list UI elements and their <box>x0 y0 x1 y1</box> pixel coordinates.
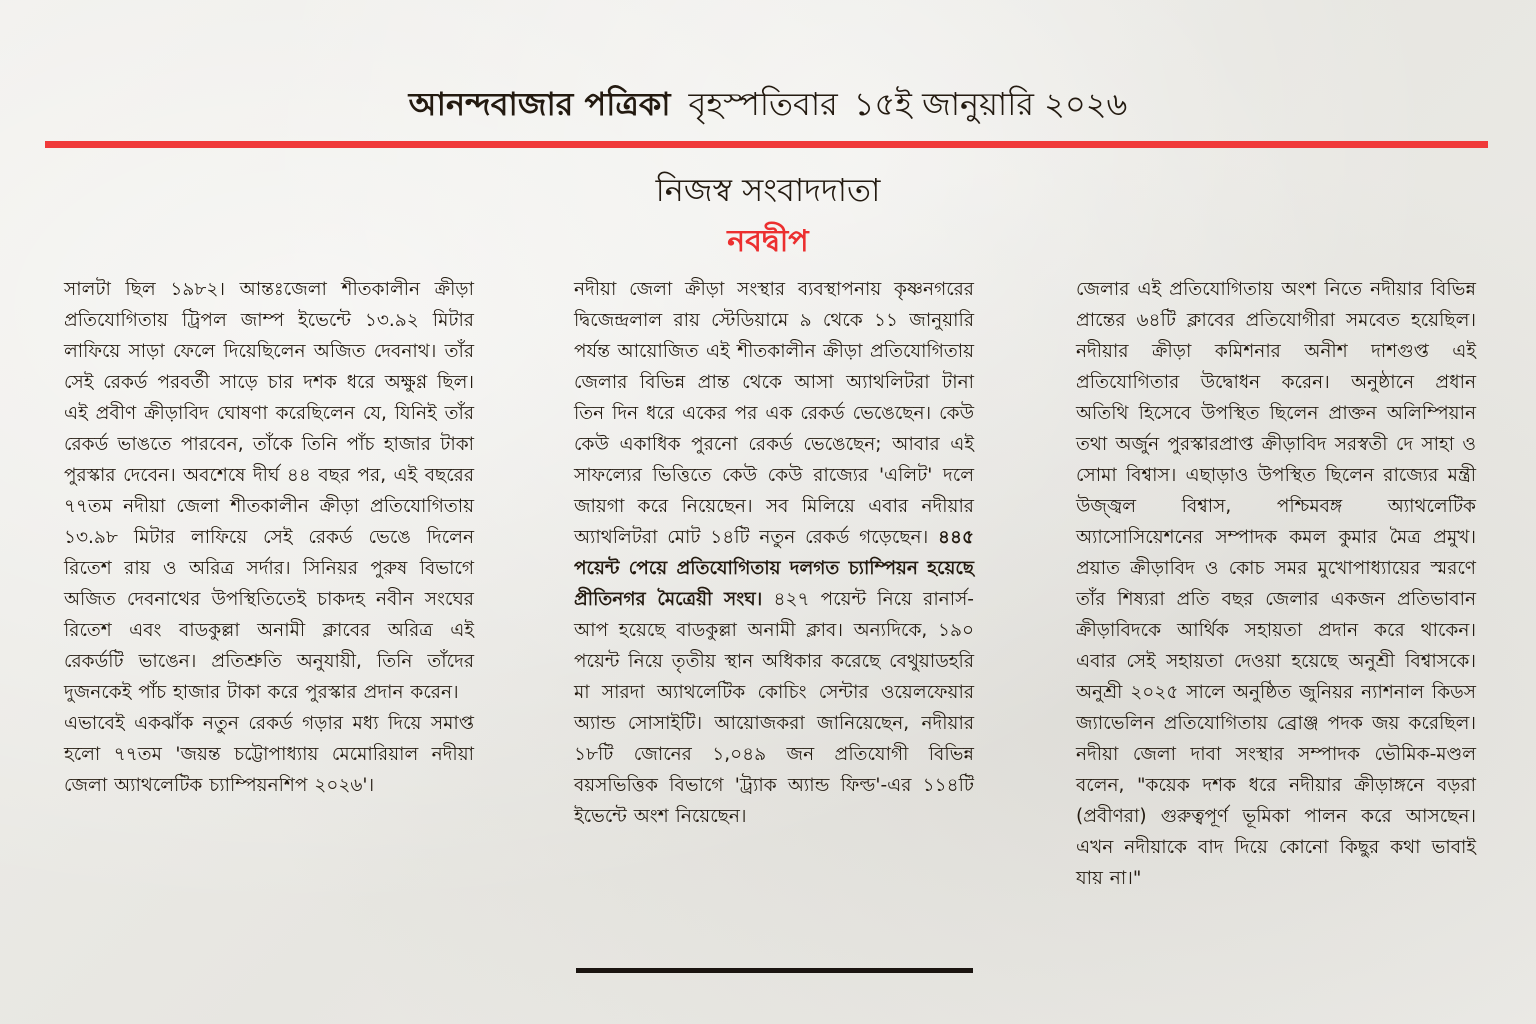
dateline-place: নবদ্বীপ <box>727 224 809 259</box>
article-column-3 <box>1076 274 1476 894</box>
article-highlight: ৪৪৫ পয়েন্ট পেয়ে প্রতিযোগিতায় দলগত চ্যাম্পিয়ন হয়েছে প্রীতিনগর মৈত্রেয়ী সংঘ। <box>574 527 974 610</box>
article-column-1 <box>64 274 474 801</box>
masthead-divider <box>45 141 1488 148</box>
issue-date: ১৫ই জানুয়ারি ২০২৬ <box>853 85 1128 123</box>
article-paragraph <box>574 274 974 832</box>
newspaper-name: আনন্দবাজার পত্রিকা <box>408 85 671 123</box>
byline: নিজস্ব সংবাদদাতা <box>655 171 881 209</box>
masthead <box>0 84 1536 124</box>
article-column-2 <box>574 274 974 832</box>
article-paragraph: জেলার এই প্রতিযোগিতায় অংশ নিতে নদীয়ার বিভিন্ন প্রান্তের ৬৪টি ক্লাবের প্রতিযোগীরা সমবেত হয়েছিল। নদীয়ার ক্রীড়া কমিশনার অনীশ দাশগুপ্ত এই প্রতিযোগিতার উদ্বোধন করেন। অনুষ্ঠানে প্রধান অতিথি হিসেবে উপস্থিত ছিলেন প্রাক্তন অলিম্পিয়ান তথা অর্জুন পুরস্কারপ্রাপ্ত ক্রীড়াবিদ সরস্বতী দে সাহা ও সোমা বিশ্বাস। এছাড়াও উপস্থিত ছিলেন রাজ্যের মন্ত্রী উজ্জ্বল বিশ্বাস, পশ্চিমবঙ্গ অ্যাথলেটিক অ্যাসোসিয়েশনের সম্পাদক কমল কুমার মৈত্র প্রমুখ। প্রয়াত ক্রীড়াবিদ ও কোচ সমর মুখোপাধ্যায়ের স্মরণে তাঁর শিষ্যরা প্রতি বছর জেলার একজন প্রতিভাবান ক্রীড়াবিদকে আর্থিক সহায়তা প্রদান করে থাকেন। এবার সেই সহায়তা দেওয়া হয়েছে অনুশ্রী বিশ্বাসকে। অনুশ্রী ২০২৫ সালে অনুষ্ঠিত জুনিয়র ন্যাশনাল কিডস জ্যাভেলিন প্রতিযোগিতায় ব্রোঞ্জ পদক জয় করেছিল। নদীয়া জেলা দাবা সংস্থার সম্পাদক ভৌমিক-মণ্ডল বলেন, "কয়েক দশক ধরে নদীয়ার ক্রীড়াঙ্গনে বড়রা (প্রবীণরা) গুরুত্বপূর্ণ ভূমিকা পালন করে আসছেন। এখন নদীয়াকে বাদ দিয়ে কোনো কিছুর কথা ভাবাই যায় না।" <box>1076 279 1476 889</box>
weekday: বৃহস্পতিবার <box>688 85 838 123</box>
article-text: ৪২৭ পয়েন্ট নিয়ে রানার্স-আপ হয়েছে বাডকুল্লা অনামী ক্লাব। অন্যদিকে, ১৯০ পয়েন্ট নিয়ে তৃতীয় স্থান অধিকার করেছে বেথুয়াডহরি মা সারদা অ্যাথলেটিক কোচিং সেন্টার ওয়েলফেয়ার অ্যান্ড সোসাইটি। আয়োজকরা জানিয়েছেন, নদীয়ার ১৮টি জোনের ১,০৪৯ জন প্রতিযোগী বিভিন্ন বয়সভিত্তিক বিভাগে 'ট্র্যাক অ্যান্ড ফিল্ড'-এর ১১৪টি ইভেন্টে অংশ নিয়েছেন। <box>574 589 974 827</box>
article-paragraph: সালটা ছিল ১৯৮২। আন্তঃজেলা শীতকালীন ক্রীড়া প্রতিযোগিতায় ট্রিপল জাম্প ইভেন্টে ১৩.৯২ মিটার লাফিয়ে সাড়া ফেলে দিয়েছিলেন অজিত দেবনাথ। তাঁর সেই রেকর্ড পরবর্তী সাড়ে চার দশক ধরে অক্ষুণ্ণ ছিল। এই প্রবীণ ক্রীড়াবিদ ঘোষণা করেছিলেন যে, যিনিই তাঁর রেকর্ড ভাঙতে পারবেন, তাঁকে তিনি পাঁচ হাজার টাকা পুরস্কার দেবেন। অবশেষে দীর্ঘ ৪৪ বছর পর, এই বছরের ৭৭তম নদীয়া জেলা শীতকালীন ক্রীড়া প্রতিযোগিতায় ১৩.৯৮ মিটার লাফিয়ে সেই রেকর্ড ভেঙে দিলেন রিতেশ রায় ও অরিত্র সর্দার। সিনিয়র পুরুষ বিভাগে অজিত দেবনাথের উপস্থিতিতেই চাকদহ নবীন সংঘের রিতেশ এবং বাডকুল্লা অনামী ক্লাবের অরিত্র এই রেকর্ডটি ভাঙেন। প্রতিশ্রুতি অনুযায়ী, তিনি তাঁদের দুজনকেই পাঁচ হাজার টাকা করে পুরস্কার প্রদান করেন। <box>64 279 474 703</box>
column-end-rule <box>576 968 973 973</box>
article-paragraph: এভাবেই একঝাঁক নতুন রেকর্ড গড়ার মধ্য দিয়ে সমাপ্ত হলো ৭৭তম 'জয়ন্ত চট্টোপাধ্যায় মেমোরিয়াল নদীয়া জেলা অ্যাথলেটিক চ্যাম্পিয়নশিপ ২০২৬'। <box>64 713 474 796</box>
article-text: নদীয়া জেলা ক্রীড়া সংস্থার ব্যবস্থাপনায় কৃষ্ণনগরের দ্বিজেন্দ্রলাল রায় স্টেডিয়ামে ৯ থেকে ১১ জানুয়ারি পর্যন্ত আয়োজিত এই শীতকালীন ক্রীড়া প্রতিযোগিতায় জেলার বিভিন্ন প্রান্ত থেকে আসা অ্যাথলিটরা টানা তিন দিন ধরে একের পর এক রেকর্ড ভেঙেছেন। কেউ কেউ একাধিক পুরনো রেকর্ড ভেঙেছেন; আবার এই সাফল্যের ভিত্তিতে কেউ কেউ রাজ্যের 'এলিট' দলে জায়গা করে নিয়েছেন। সব মিলিয়ে এবার নদীয়ার অ্যাথলিটরা মোট ১৪টি নতুন রেকর্ড গড়েছেন। <box>574 279 974 548</box>
